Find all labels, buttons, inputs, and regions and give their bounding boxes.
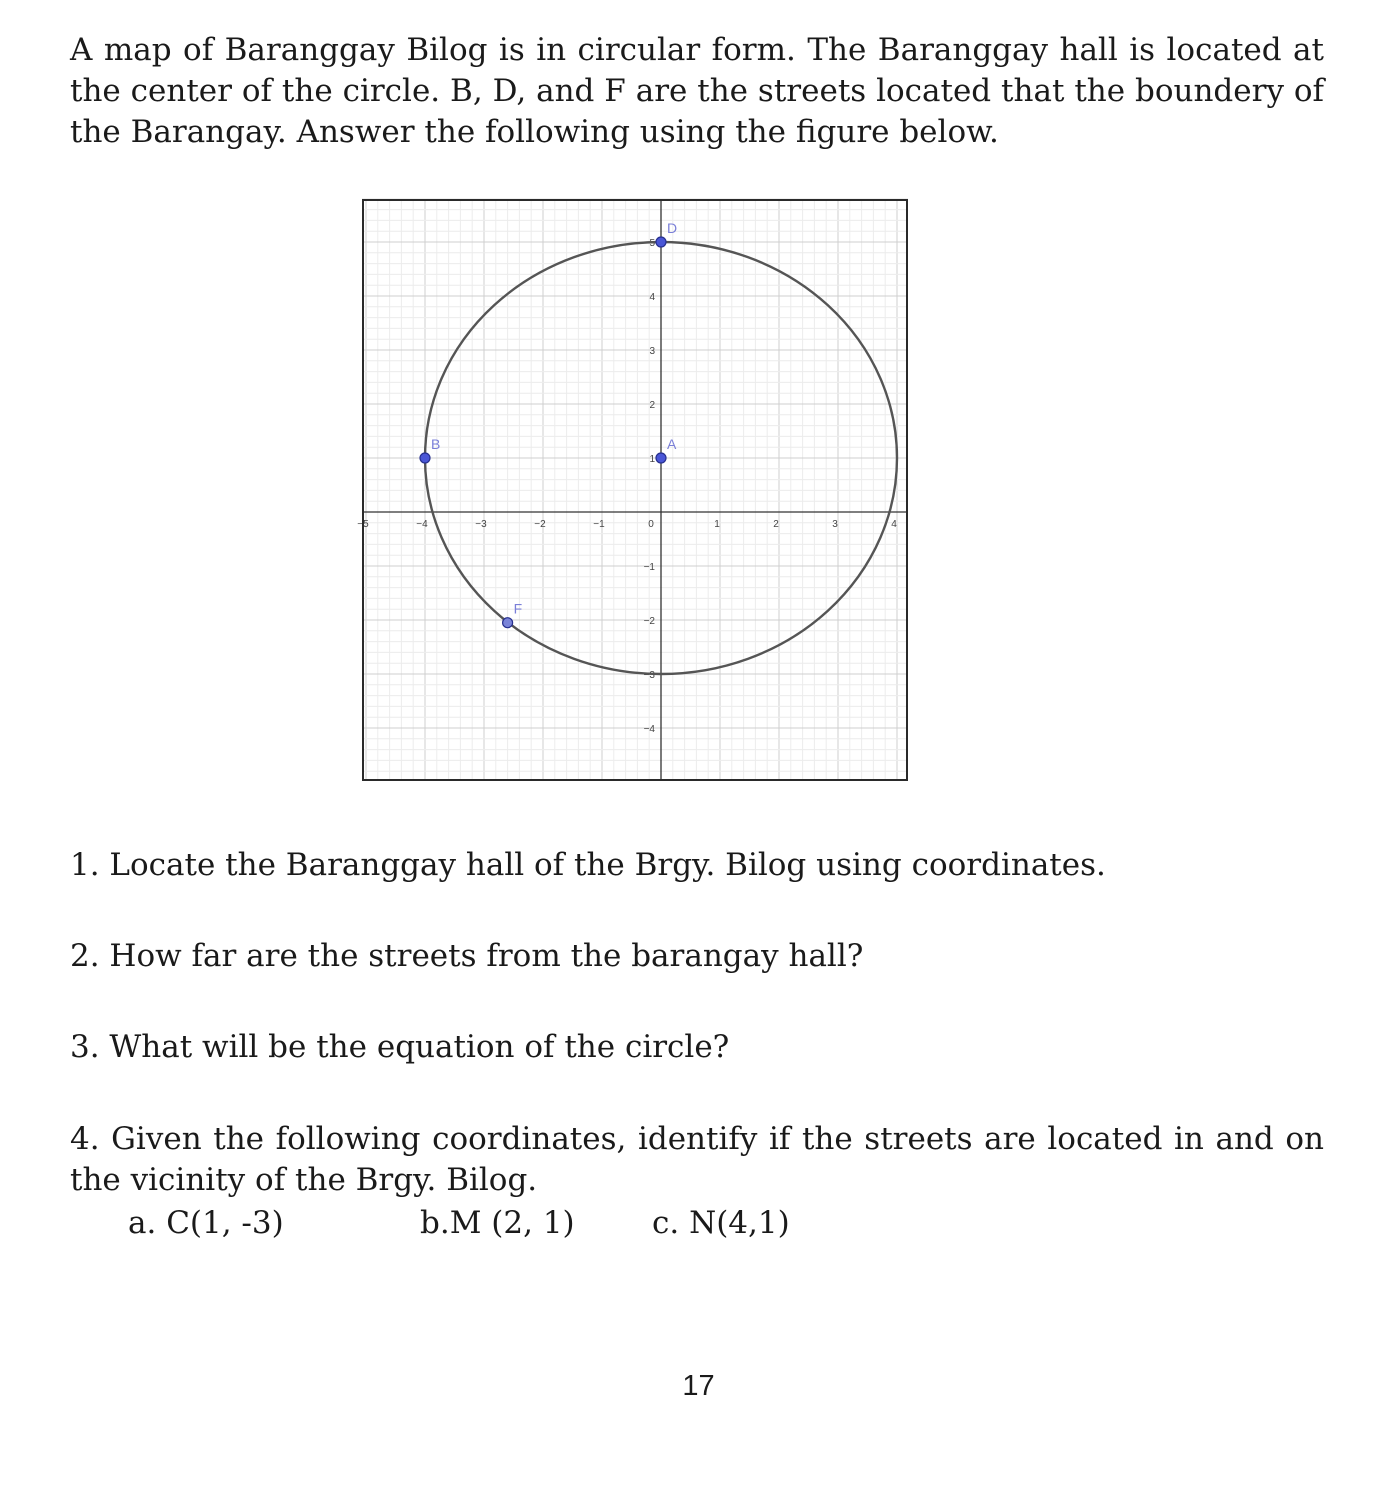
point-label-a: A — [667, 436, 677, 452]
question-3: 3. What will be the equation of the circle? — [70, 1029, 730, 1065]
x-tick-label: −1 — [593, 519, 605, 530]
x-tick-label: −4 — [416, 519, 428, 530]
page-number: 17 — [682, 1370, 715, 1402]
intro-paragraph: A map of Baranggay Bilog is in circular form. The Baranggay hall is located at the center of the circle. B, D, and F are the streets located that the boundery of the Barangay. Answer the following using the figure below. — [70, 32, 1324, 150]
question-1: 1. Locate the Baranggay hall of the Brgy. Bilog using coordinates. — [70, 847, 1106, 883]
y-tick-label: −2 — [643, 616, 655, 627]
question-4: 4. Given the following coordinates, identify if the streets are located in and on the vicinity of the Brgy. Bilog. — [70, 1121, 1324, 1198]
x-tick-label: 0 — [648, 519, 654, 530]
x-tick-label: −3 — [475, 519, 487, 530]
point-label-f: F — [513, 600, 523, 617]
coordinate-plane-figure — [357, 199, 908, 781]
option-a: a. C(1, -3) — [128, 1205, 284, 1241]
y-tick-label: 2 — [649, 400, 655, 411]
y-tick-label: 5 — [649, 238, 655, 249]
point-label-b: B — [431, 436, 441, 452]
question-2: 2. How far are the streets from the barangay hall? — [70, 938, 864, 974]
y-tick-label: 3 — [649, 346, 655, 357]
x-tick-label: −5 — [357, 519, 369, 530]
x-tick-label: 1 — [714, 519, 720, 530]
y-tick-label: −1 — [643, 562, 655, 573]
point-label-d: D — [667, 220, 678, 236]
y-tick-label: 1 — [649, 454, 655, 465]
circle-map-plot — [357, 199, 908, 781]
x-tick-label: 2 — [773, 519, 779, 530]
x-tick-label: 3 — [832, 519, 838, 530]
y-tick-label: −4 — [643, 724, 655, 735]
point-b — [420, 453, 430, 463]
point-d — [656, 237, 666, 247]
y-tick-label: −3 — [643, 670, 655, 681]
point-f — [503, 618, 513, 628]
x-tick-label: −2 — [534, 519, 546, 530]
option-b: b.M (2, 1) — [420, 1205, 575, 1241]
point-a — [656, 453, 666, 463]
option-c: c. N(4,1) — [652, 1205, 790, 1241]
y-tick-label: 4 — [649, 292, 655, 303]
x-tick-label: 4 — [891, 519, 897, 530]
